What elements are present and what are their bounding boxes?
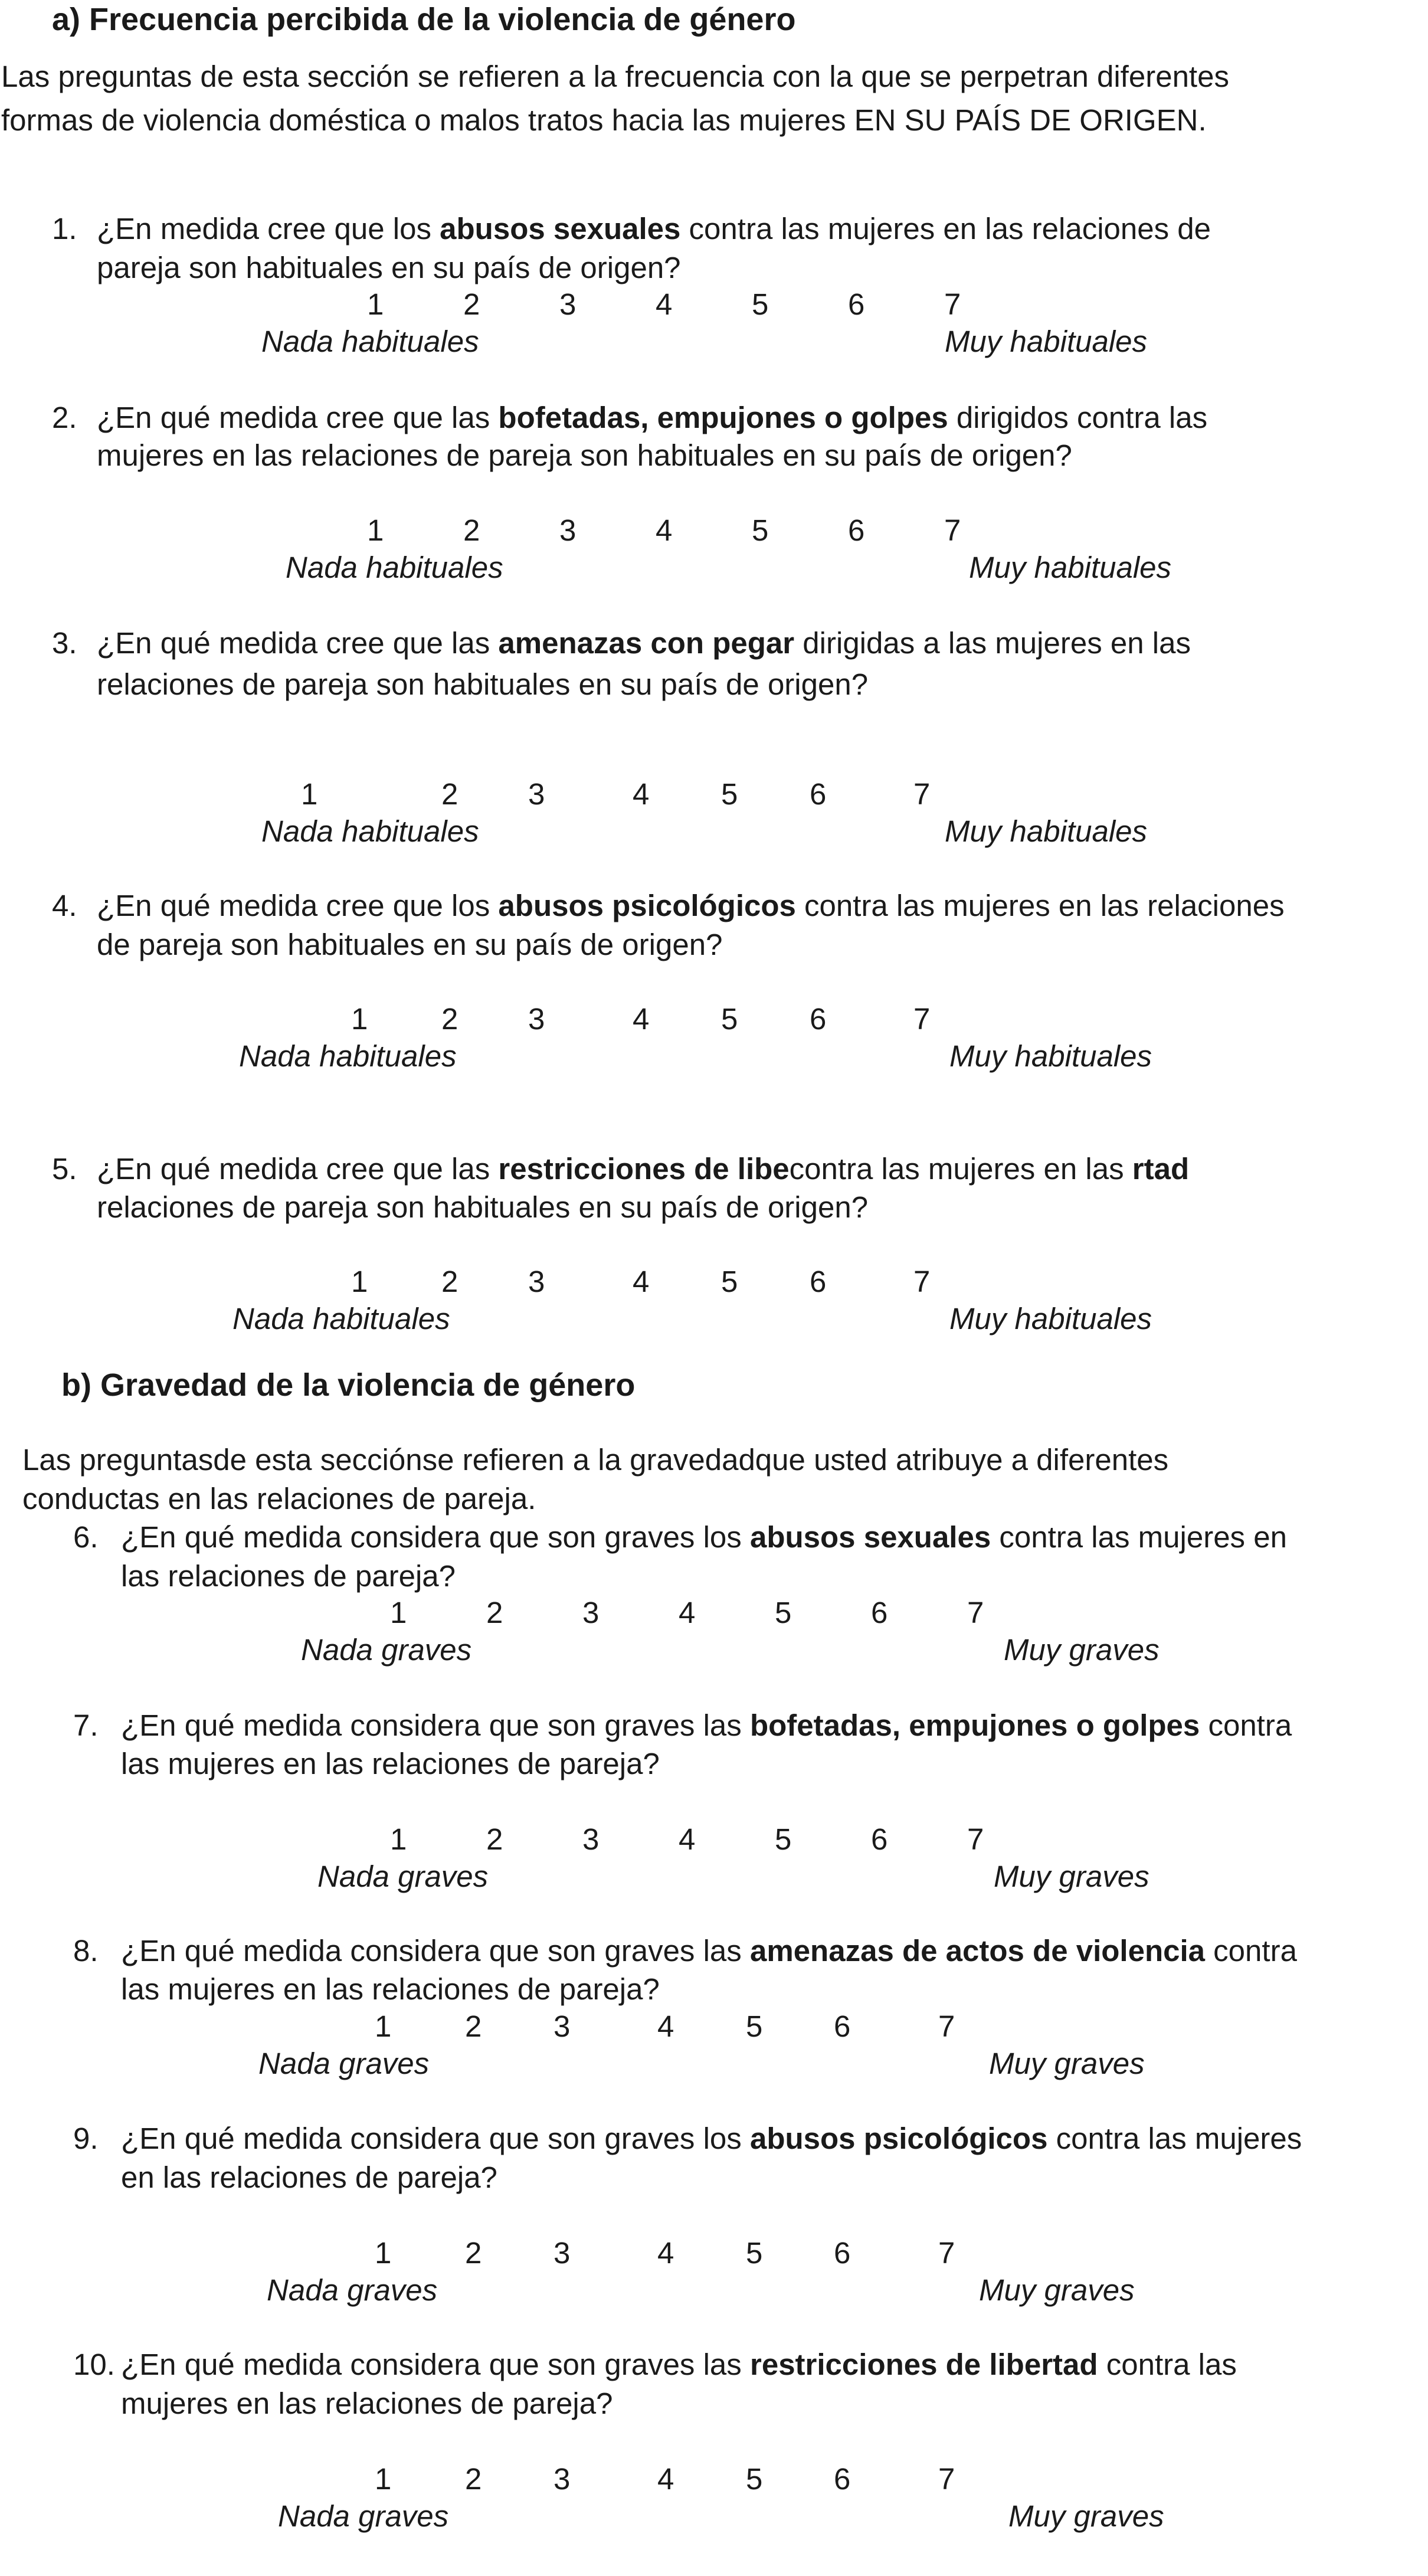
q3-scale-option-2[interactable]: 2: [441, 777, 458, 811]
q6-scale-option-1[interactable]: 1: [390, 1596, 407, 1629]
q1-scale-option-2[interactable]: 2: [463, 287, 480, 321]
question-4-number: 4.: [52, 889, 77, 922]
q10-scale-option-4[interactable]: 4: [657, 2462, 674, 2496]
question-8-text-line-1: ¿En qué medida considera que son graves las amenazas de actos de violencia contra: [121, 1934, 1297, 1968]
section-a-intro-line-2: formas de violencia doméstica o malos tratos hacia las mujeres EN SU PAÍS DE ORIGEN.: [1, 103, 1207, 137]
q7-label-low: Nada graves: [317, 1860, 489, 1893]
q7-label-high: Muy graves: [994, 1860, 1149, 1893]
section-b-intro-line-1: Las preguntasde esta secciónse refieren a la gravedadque usted atribuye a diferentes: [22, 1443, 1169, 1477]
q1-scale-option-4[interactable]: 4: [656, 287, 673, 321]
q8-scale-option-1[interactable]: 1: [375, 2009, 392, 2043]
q1-scale-option-5[interactable]: 5: [752, 287, 769, 321]
q4-label-high: Muy habituales: [949, 1039, 1152, 1073]
q2-scale-option-5[interactable]: 5: [752, 513, 769, 547]
q10-scale-option-3[interactable]: 3: [553, 2462, 571, 2496]
q6-label-low: Nada graves: [301, 1633, 472, 1667]
q1-scale-option-6[interactable]: 6: [848, 287, 865, 321]
q8-label-low: Nada graves: [258, 2047, 430, 2080]
section-b-intro-line-2: conductas en las relaciones de pareja.: [22, 1482, 536, 1516]
q1-scale-option-7[interactable]: 7: [944, 287, 961, 321]
q8-scale-option-5[interactable]: 5: [746, 2009, 763, 2043]
q4-scale-option-3[interactable]: 3: [528, 1002, 545, 1036]
q6-scale-option-7[interactable]: 7: [967, 1596, 984, 1629]
q5-scale-option-7[interactable]: 7: [913, 1265, 931, 1298]
question-5-text-line-1: ¿En qué medida cree que las restricciones de libecontra las mujeres en las rtad: [97, 1152, 1190, 1186]
q4-scale-option-2[interactable]: 2: [441, 1002, 458, 1036]
q10-scale-option-7[interactable]: 7: [938, 2462, 955, 2496]
question-3-text-line-1: ¿En qué medida cree que las amenazas con pegar dirigidas a las mujeres en las: [97, 626, 1191, 660]
q6-scale-option-5[interactable]: 5: [775, 1596, 792, 1629]
q3-scale-option-5[interactable]: 5: [721, 777, 738, 811]
q9-scale-option-3[interactable]: 3: [553, 2236, 571, 2270]
q6-scale-option-4[interactable]: 4: [679, 1596, 696, 1629]
question-6-number: 6.: [73, 1520, 99, 1554]
q9-label-low: Nada graves: [267, 2273, 438, 2307]
q1-label-low: Nada habituales: [261, 325, 479, 358]
question-1-text-line-2: pareja son habituales en su país de origen?: [97, 251, 681, 284]
q4-scale-option-5[interactable]: 5: [721, 1002, 738, 1036]
q10-scale-option-2[interactable]: 2: [465, 2462, 482, 2496]
section-a-intro-line-1: Las preguntas de esta sección se refieren a la frecuencia con la que se perpetran diferentes: [1, 60, 1229, 93]
q10-label-high: Muy graves: [1008, 2499, 1164, 2533]
question-1-number: 1.: [52, 212, 77, 246]
q7-scale-option-2[interactable]: 2: [486, 1822, 503, 1856]
question-6-text-line-1: ¿En qué medida considera que son graves los abusos sexuales contra las mujeres en: [121, 1520, 1287, 1554]
q5-scale-option-6[interactable]: 6: [810, 1265, 827, 1298]
q6-label-high: Muy graves: [1004, 1633, 1160, 1667]
q2-scale-option-6[interactable]: 6: [848, 513, 865, 547]
question-9-text-line-2: en las relaciones de pareja?: [121, 2161, 497, 2194]
q9-scale-option-4[interactable]: 4: [657, 2236, 674, 2270]
question-1-text-line-1: ¿En medida cree que los abusos sexuales contra las mujeres en las relaciones de: [97, 212, 1211, 246]
q7-scale-option-5[interactable]: 5: [775, 1822, 792, 1856]
question-7-number: 7.: [73, 1708, 99, 1742]
question-4-text-line-2: de pareja son habituales en su país de origen?: [97, 928, 723, 961]
q2-label-low: Nada habituales: [286, 551, 503, 584]
q8-scale-option-4[interactable]: 4: [657, 2009, 674, 2043]
q7-scale-option-4[interactable]: 4: [679, 1822, 696, 1856]
question-7-text-line-2: las mujeres en las relaciones de pareja?: [121, 1747, 660, 1780]
question-9-text-line-1: ¿En qué medida considera que son graves los abusos psicológicos contra las mujeres: [121, 2122, 1302, 2155]
q9-scale-option-1[interactable]: 1: [375, 2236, 392, 2270]
q6-scale-option-2[interactable]: 2: [486, 1596, 503, 1629]
q2-scale-option-1[interactable]: 1: [367, 513, 384, 547]
question-4-text-line-1: ¿En qué medida cree que los abusos psicológicos contra las mujeres en las relaciones: [97, 889, 1285, 922]
q4-scale-option-6[interactable]: 6: [810, 1002, 827, 1036]
q5-scale-option-3[interactable]: 3: [528, 1265, 545, 1298]
question-8-number: 8.: [73, 1934, 99, 1968]
q9-scale-option-5[interactable]: 5: [746, 2236, 763, 2270]
q3-scale-option-7[interactable]: 7: [913, 777, 931, 811]
q10-scale-option-6[interactable]: 6: [834, 2462, 851, 2496]
q4-label-low: Nada habituales: [239, 1039, 457, 1073]
q6-scale-option-3[interactable]: 3: [582, 1596, 600, 1629]
q8-scale-option-6[interactable]: 6: [834, 2009, 851, 2043]
question-10-number: 10.: [73, 2348, 115, 2381]
section-b-heading: b) Gravedad de la violencia de género: [61, 1367, 636, 1403]
question-5-text-line-2: relaciones de pareja son habituales en su país de origen?: [97, 1190, 869, 1224]
question-8-text-line-2: las mujeres en las relaciones de pareja?: [121, 1972, 660, 2006]
q9-scale-option-7[interactable]: 7: [938, 2236, 955, 2270]
q8-scale-option-7[interactable]: 7: [938, 2009, 955, 2043]
q3-scale-option-1[interactable]: 1: [301, 777, 318, 811]
q5-scale-option-2[interactable]: 2: [441, 1265, 458, 1298]
q2-scale-option-2[interactable]: 2: [463, 513, 480, 547]
q2-scale-option-7[interactable]: 7: [944, 513, 961, 547]
q9-label-high: Muy graves: [979, 2273, 1135, 2307]
question-6-text-line-2: las relaciones de pareja?: [121, 1559, 456, 1593]
question-2-text-line-1: ¿En qué medida cree que las bofetadas, empujones o golpes dirigidos contra las: [97, 401, 1208, 434]
q3-scale-option-4[interactable]: 4: [633, 777, 650, 811]
q5-scale-option-1[interactable]: 1: [351, 1265, 368, 1298]
q7-scale-option-1[interactable]: 1: [390, 1822, 407, 1856]
q1-label-high: Muy habituales: [945, 325, 1148, 358]
q1-scale-option-3[interactable]: 3: [559, 287, 577, 321]
question-10-text-line-2: mujeres en las relaciones de pareja?: [121, 2387, 613, 2420]
q3-label-low: Nada habituales: [261, 814, 479, 848]
q2-label-high: Muy habituales: [969, 551, 1172, 584]
q5-scale-option-5[interactable]: 5: [721, 1265, 738, 1298]
q10-scale-option-5[interactable]: 5: [746, 2462, 763, 2496]
q4-scale-option-7[interactable]: 7: [913, 1002, 931, 1036]
q9-scale-option-6[interactable]: 6: [834, 2236, 851, 2270]
question-5-number: 5.: [52, 1152, 77, 1186]
q1-scale-option-1[interactable]: 1: [367, 287, 384, 321]
q7-scale-option-3[interactable]: 3: [582, 1822, 600, 1856]
q3-label-high: Muy habituales: [945, 814, 1148, 848]
question-2-text-line-2: mujeres en las relaciones de pareja son habituales en su país de origen?: [97, 438, 1072, 472]
section-a-heading: a) Frecuencia percibida de la violencia de género: [52, 2, 796, 37]
q9-scale-option-2[interactable]: 2: [465, 2236, 482, 2270]
q2-scale-option-3[interactable]: 3: [559, 513, 577, 547]
question-9-number: 9.: [73, 2122, 99, 2155]
q2-scale-option-4[interactable]: 4: [656, 513, 673, 547]
q7-scale-option-7[interactable]: 7: [967, 1822, 984, 1856]
question-2-number: 2.: [52, 401, 77, 434]
question-10-text-line-1: ¿En qué medida considera que son graves las restricciones de libertad contra las: [121, 2348, 1237, 2381]
q5-scale-option-4[interactable]: 4: [633, 1265, 650, 1298]
q8-scale-option-3[interactable]: 3: [553, 2009, 571, 2043]
q4-scale-option-1[interactable]: 1: [351, 1002, 368, 1036]
q5-label-low: Nada habituales: [232, 1302, 450, 1336]
question-3-text-line-2: relaciones de pareja son habituales en su país de origen?: [97, 667, 869, 701]
q10-scale-option-1[interactable]: 1: [375, 2462, 392, 2496]
q8-scale-option-2[interactable]: 2: [465, 2009, 482, 2043]
q10-label-low: Nada graves: [278, 2499, 449, 2533]
question-3-number: 3.: [52, 626, 77, 660]
q8-label-high: Muy graves: [989, 2047, 1145, 2080]
q3-scale-option-3[interactable]: 3: [528, 777, 545, 811]
q3-scale-option-6[interactable]: 6: [810, 777, 827, 811]
q6-scale-option-6[interactable]: 6: [871, 1596, 888, 1629]
q5-label-high: Muy habituales: [949, 1302, 1152, 1336]
q4-scale-option-4[interactable]: 4: [633, 1002, 650, 1036]
question-7-text-line-1: ¿En qué medida considera que son graves las bofetadas, empujones o golpes contra: [121, 1708, 1292, 1742]
q7-scale-option-6[interactable]: 6: [871, 1822, 888, 1856]
